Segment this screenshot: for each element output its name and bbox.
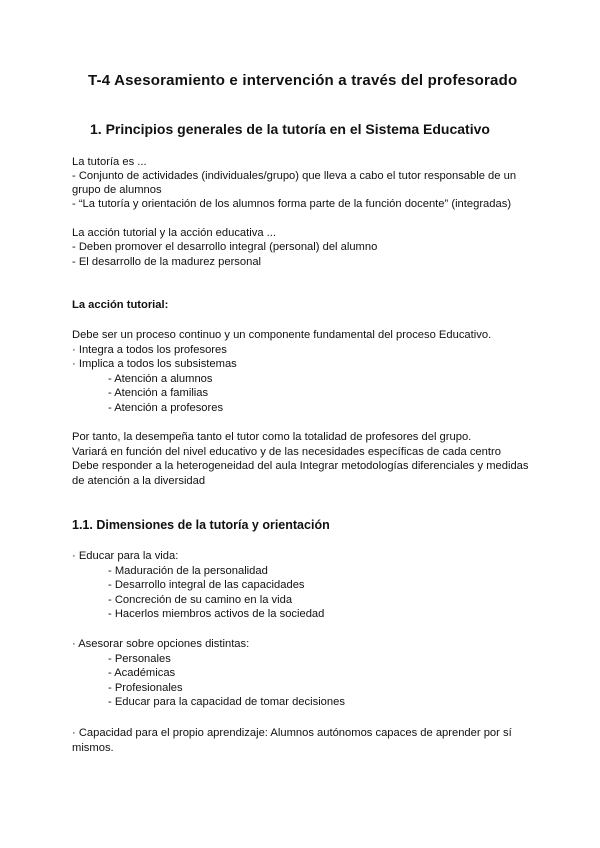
educar-vida-item: - Hacerlos miembros activos de la sociedad [108,608,325,620]
accion-educativa-intro: La acción tutorial y la acción educativa ... [72,227,276,239]
accion-tutorial-paragraph-4-cont: de atención a la diversidad [72,475,206,487]
accion-tutorial-sub-item: - Atención a profesores [108,402,224,414]
aprendizaje-line-2: mismos. [72,742,114,754]
asesorar-opciones-item: - Profesionales [108,682,183,694]
section-1-1-heading: 1.1. Dimensiones de la tutoría y orientación [72,518,330,532]
accion-educativa-line-2: - El desarrollo de la madurez personal [72,256,262,268]
accion-tutorial-sub-item: - Atención a familias [108,387,209,399]
tutoria-line-2: - “La tutoría y orientación de los alumnos forma parte de la función docente” (integradas) [72,198,512,210]
section-1-heading: 1. Principios generales de la tutoría en el Sistema Educativo [90,121,490,137]
tutoria-line-1: - Conjunto de actividades (individuales/grupo) que lleva a cabo el tutor responsable de un [72,170,517,182]
asesorar-opciones-intro: · Asesorar sobre opciones distintas: [72,638,250,650]
accion-tutorial-paragraph-4: Debe responder a la heterogeneidad del aula Integrar metodologías diferenciales y medidas [72,460,529,472]
accion-tutorial-paragraph-3: Variará en función del nivel educativo y de las necesidades específicas de cada centro [72,446,501,458]
accion-tutorial-paragraph-2: Por tanto, la desempeña tanto el tutor como la totalidad de profesores del grupo. [72,431,472,443]
asesorar-opciones-item: - Educar para la capacidad de tomar decisiones [108,696,345,708]
accion-tutorial-bullet-1: · Integra a todos los profesores [72,344,227,356]
educar-vida-item: - Maduración de la personalidad [108,565,268,577]
tutoria-line-1-cont: grupo de alumnos [72,184,162,196]
educar-vida-item: - Desarrollo integral de las capacidades [108,579,305,591]
tutoria-intro: La tutoría es ... [72,156,147,168]
aprendizaje-line-1: · Capacidad para el propio aprendizaje: Alumnos autónomos capaces de aprender por sí [72,727,512,739]
educar-vida-item: - Concreción de su camino en la vida [108,594,293,606]
asesorar-opciones-item: - Personales [108,653,171,665]
accion-educativa-line-1: - Deben promover el desarrollo integral (personal) del alumno [72,241,378,253]
asesorar-opciones-item: - Académicas [108,667,176,679]
educar-vida-intro: · Educar para la vida: [72,550,179,562]
accion-tutorial-bullet-2: · Implica a todos los subsistemas [72,358,237,370]
document-title: T-4 Asesoramiento e intervención a través del profesorado [88,72,518,89]
accion-tutorial-heading: La acción tutorial: [72,299,169,311]
accion-tutorial-sub-item: - Atención a alumnos [108,373,213,385]
accion-tutorial-paragraph-1: Debe ser un proceso continuo y un componente fundamental del proceso Educativo. [72,329,492,341]
